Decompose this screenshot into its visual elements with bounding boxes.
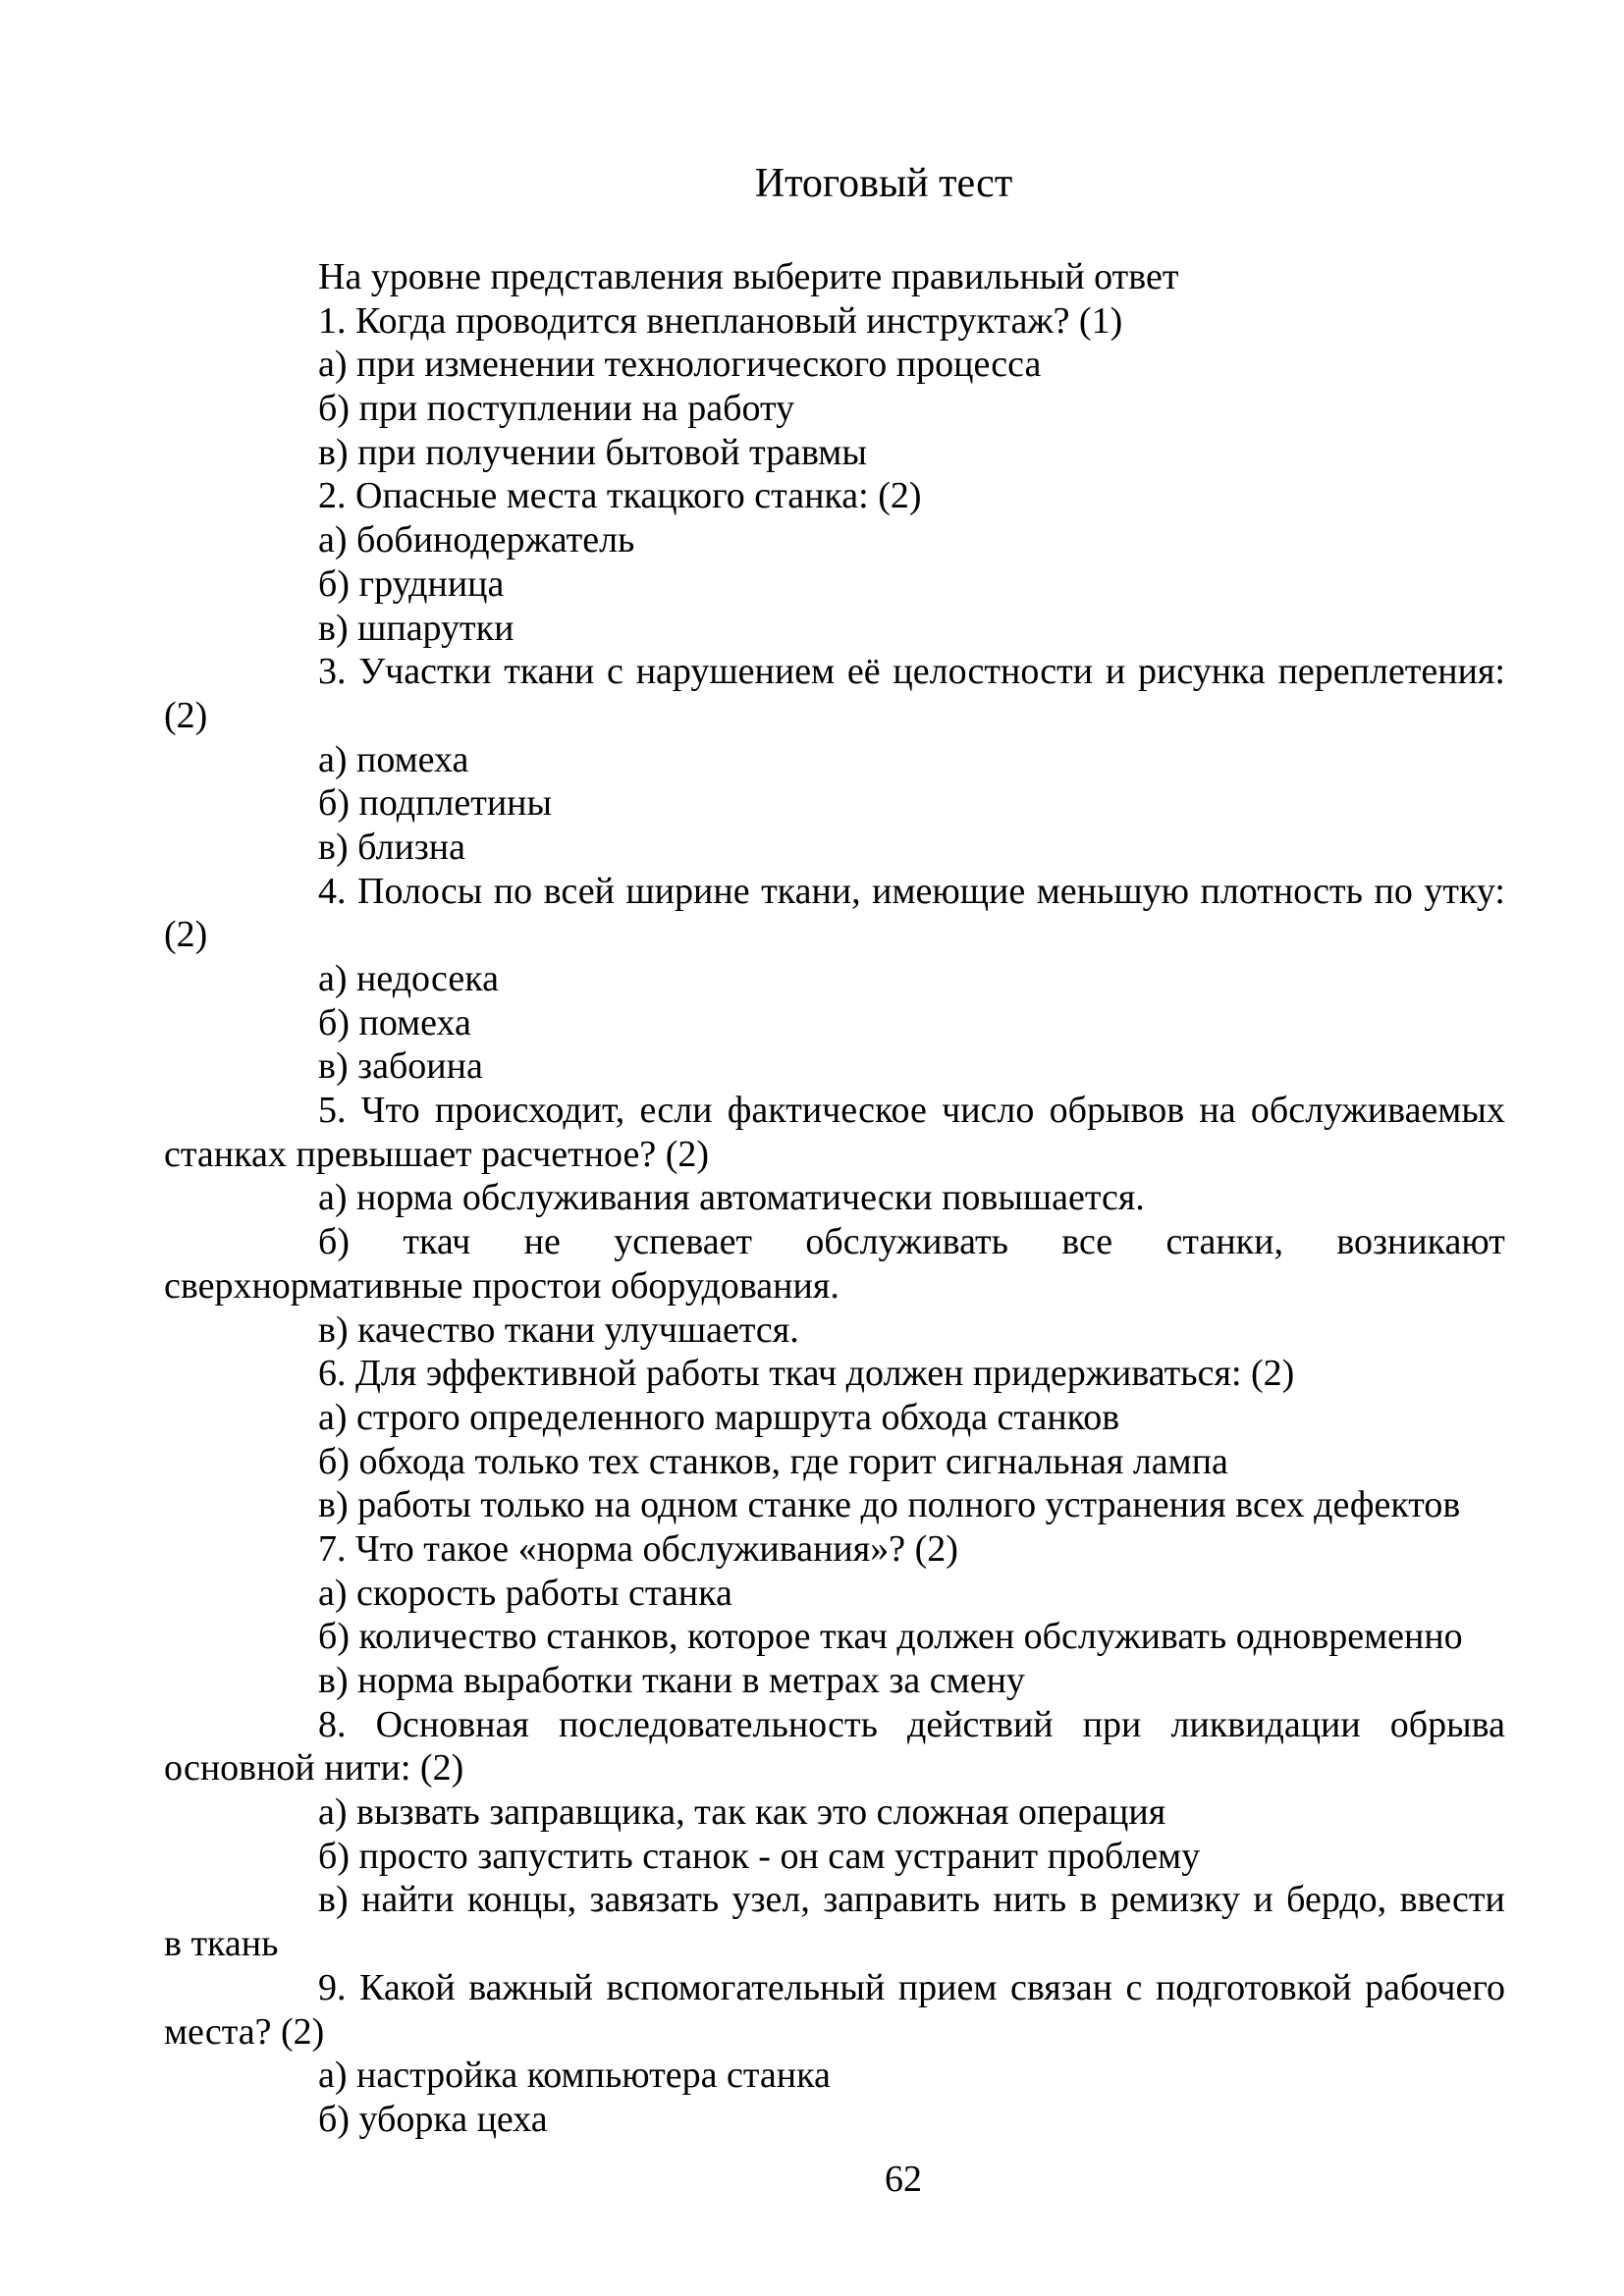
word: плотность xyxy=(1200,870,1363,912)
text-line: (2) xyxy=(164,914,208,956)
word: 4. xyxy=(318,870,347,912)
word: с xyxy=(1125,1966,1143,2008)
word: нарушением xyxy=(635,651,836,693)
text-line: 7. Что такое «норма обслуживания»? (2) xyxy=(318,1527,958,1570)
text-line: а) строго определенного маршрута обхода станков xyxy=(318,1396,1120,1438)
text-line: б) обхода только тех станков, где горит сигнальная лампа xyxy=(318,1440,1228,1482)
text-line: 2. Опасные места ткацкого станка: (2) xyxy=(318,475,922,517)
word: бердо, xyxy=(1286,1879,1387,1921)
text-line: а) помеха xyxy=(318,738,469,780)
text-line: б) уборка цеха xyxy=(318,2098,548,2140)
word: при xyxy=(1082,1703,1142,1745)
text-line: сверхнормативные простои оборудования. xyxy=(164,1264,839,1307)
word: ткани xyxy=(504,651,595,693)
word: 8. xyxy=(318,1703,347,1745)
text-line: в) работы только на одном станке до полного устранения всех дефектов xyxy=(318,1484,1461,1526)
word: в) xyxy=(318,1879,349,1921)
text-line: в) близна xyxy=(318,826,465,868)
text-line xyxy=(164,1089,1505,1133)
text-line: б) просто запустить станок - он сам устранит проблему xyxy=(318,1835,1201,1877)
text-line xyxy=(164,1878,1505,1922)
word: заправить xyxy=(823,1879,981,1921)
word: Полосы xyxy=(357,870,483,912)
word: меньшую xyxy=(1036,870,1189,912)
text-line: б) помеха xyxy=(318,1001,471,1043)
word: обрывов xyxy=(1049,1090,1185,1132)
text-line: в) при получении бытовой травмы xyxy=(318,431,867,473)
word: 9. xyxy=(318,1966,347,2008)
word: ширине xyxy=(625,870,750,912)
word: Участки xyxy=(358,651,492,693)
text-line: (2) xyxy=(164,694,208,736)
document-content xyxy=(164,161,1505,2142)
word: происходит, xyxy=(434,1090,625,1132)
word: ремизку xyxy=(1110,1879,1240,1921)
word: если xyxy=(639,1090,713,1132)
text-line: 1. Когда проводится внеплановый инструктаж? (1) xyxy=(318,299,1123,342)
word: действий xyxy=(907,1703,1054,1745)
text-line: в) норма выработки ткани в метрах за смену xyxy=(318,1660,1025,1701)
word: возникают xyxy=(1336,1221,1505,1263)
word: вспомогательный xyxy=(606,1966,886,2008)
text-line xyxy=(164,1703,1505,1747)
word: число xyxy=(942,1090,1035,1132)
word: обрыва xyxy=(1389,1703,1505,1745)
text-line: а) вызвать заправщика, так как это сложная операция xyxy=(318,1791,1166,1834)
text-line: а) скорость работы станка xyxy=(318,1572,732,1614)
text-line xyxy=(164,650,1505,694)
word: ткач xyxy=(403,1221,471,1263)
word: переплетения: xyxy=(1277,651,1505,693)
text-line: в) шпарутки xyxy=(318,607,514,649)
document-title: Итоговый тест xyxy=(754,161,1013,206)
word: прием xyxy=(897,1966,998,2008)
word: обслуживать xyxy=(805,1221,1008,1263)
word: станки, xyxy=(1165,1221,1283,1263)
word: рисунка xyxy=(1138,651,1266,693)
text-line: в) забоина xyxy=(318,1045,483,1088)
word: ликвидации xyxy=(1170,1703,1361,1745)
word: утку: xyxy=(1424,870,1505,912)
text-line: места? (2) xyxy=(164,2010,325,2053)
word: ткани, xyxy=(761,870,861,912)
text-line: основной нити: (2) xyxy=(164,1747,464,1789)
word: с xyxy=(607,651,623,693)
text-line xyxy=(164,1220,1505,1264)
word: на xyxy=(1199,1090,1236,1132)
word: завязать xyxy=(589,1879,720,1921)
word: узел, xyxy=(731,1879,810,1921)
word: и xyxy=(1105,651,1126,693)
word: связан xyxy=(1009,1966,1112,2008)
word: рабочего xyxy=(1365,1966,1505,2008)
text-line: станках превышает расчетное? (2) xyxy=(164,1133,710,1175)
text-line: 6. Для эффективной работы ткач должен придерживаться: (2) xyxy=(318,1353,1295,1395)
word: по xyxy=(1374,870,1413,912)
text-line: а) при изменении технологического процесса xyxy=(318,344,1042,386)
text-line: а) недосека xyxy=(318,958,499,999)
word: подготовкой xyxy=(1155,1966,1352,2008)
text-line: На уровне представления выберите правильный ответ xyxy=(318,256,1179,297)
word: в xyxy=(1079,1879,1098,1921)
word: её xyxy=(846,651,881,693)
word: Основная xyxy=(375,1703,529,1745)
text-line: а) бобинодержатель xyxy=(318,519,635,561)
word: б) xyxy=(318,1221,350,1263)
document-lines xyxy=(164,255,1505,2142)
word: обслуживаемых xyxy=(1250,1090,1505,1132)
text-line: в) качество ткани улучшается. xyxy=(318,1308,799,1351)
text-line: б) количество станков, которое ткач должен обслуживать одновременно xyxy=(318,1616,1463,1658)
word: ввести xyxy=(1399,1879,1505,1921)
text-line: а) настройка компьютера станка xyxy=(318,2055,831,2097)
word: Какой xyxy=(359,1966,456,2008)
word: фактическое xyxy=(727,1090,927,1132)
word: концы, xyxy=(466,1879,577,1921)
word: целостности xyxy=(893,651,1094,693)
text-line xyxy=(164,1966,1505,2010)
word: важный xyxy=(468,1966,593,2008)
word: 3. xyxy=(318,651,347,693)
word: не xyxy=(523,1221,561,1263)
word: всей xyxy=(543,870,615,912)
word: найти xyxy=(361,1879,455,1921)
word: 5. xyxy=(318,1090,347,1132)
text-line: б) грудница xyxy=(318,562,505,605)
text-line: в ткань xyxy=(164,1923,279,1965)
word: последовательность xyxy=(558,1703,878,1745)
word: Что xyxy=(360,1090,420,1132)
word: успевает xyxy=(614,1221,753,1263)
word: все xyxy=(1061,1221,1113,1263)
page-number: 62 xyxy=(885,2159,922,2200)
text-line: б) при поступлении на работу xyxy=(318,388,795,430)
text-line xyxy=(164,870,1505,914)
word: по xyxy=(493,870,533,912)
text-line: б) подплетины xyxy=(318,782,553,825)
text-line: а) норма обслуживания автоматически повышается. xyxy=(318,1177,1145,1219)
word: и xyxy=(1253,1879,1273,1921)
word: нить xyxy=(993,1879,1067,1921)
word: имеющие xyxy=(872,870,1026,912)
